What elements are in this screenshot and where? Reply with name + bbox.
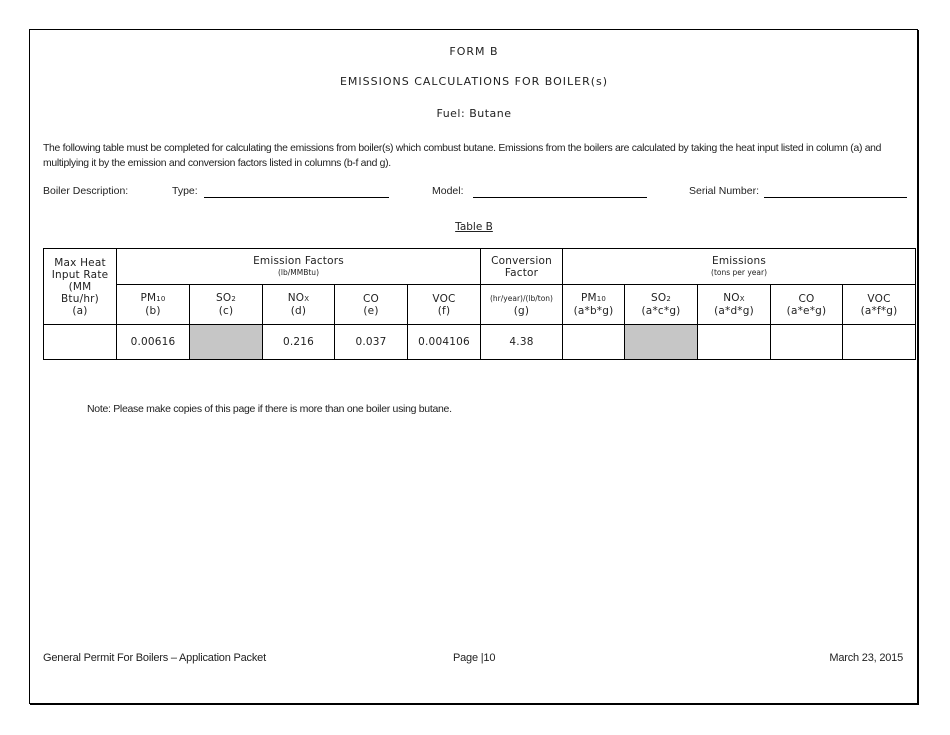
voc-factor-header: VOC (f) <box>408 285 481 325</box>
co-factor-value: 0.037 <box>335 325 408 360</box>
nox-factor-header: NOX (d) <box>263 285 335 325</box>
emissions-header: Emissions (tons per year) <box>563 249 916 285</box>
conversion-factor-header: Conversion Factor <box>481 249 563 285</box>
page-footer <box>43 652 903 666</box>
type-label: Type: <box>172 185 198 197</box>
page-border <box>29 29 918 704</box>
pm10-emission-header: PM10 (a*b*g) <box>563 285 625 325</box>
form-subtitle: EMISSIONS CALCULATIONS FOR BOILER(s) <box>339 75 609 88</box>
so2-factor-header: SO2 (c) <box>190 285 263 325</box>
voc-factor-value: 0.004106 <box>408 325 481 360</box>
footer-date: March 23, 2015 <box>829 652 903 664</box>
footer-document-title: General Permit For Boilers – Application Packet <box>43 652 266 664</box>
conversion-unit-header: (hr/year)/(lb/ton) (g) <box>481 285 563 325</box>
copy-note: Note: Please make copies of this page if there is more than one boiler using butane. <box>87 403 452 415</box>
voc-emission-cell[interactable] <box>843 325 916 360</box>
fuel-label: Fuel: Butane <box>436 107 512 120</box>
model-label: Model: <box>432 185 464 197</box>
model-field[interactable] <box>473 197 647 198</box>
co-emission-cell[interactable] <box>771 325 843 360</box>
emissions-table <box>43 248 916 360</box>
table-subheader-row <box>44 285 916 325</box>
type-field[interactable] <box>204 197 389 198</box>
nox-emission-header: NOX (a*d*g) <box>698 285 771 325</box>
nox-factor-value: 0.216 <box>263 325 335 360</box>
co-factor-header: CO (e) <box>335 285 408 325</box>
table-header-row <box>44 249 916 285</box>
co-emission-header: CO (a*e*g) <box>771 285 843 325</box>
footer-page-number: Page |10 <box>453 652 496 664</box>
so2-factor-value <box>190 325 263 360</box>
intro-paragraph: The following table must be completed for calculating the emissions from boiler(s) which combust butane. Emissions from the boilers are calculated by taking the heat input listed in column (a) and multiplying it by the emission and conversion factors listed in columns (b-f and g). <box>43 143 882 169</box>
pm10-emission-cell[interactable] <box>563 325 625 360</box>
form-title: FORM B <box>449 45 499 58</box>
boiler-description-row <box>43 185 913 201</box>
so2-emission-cell <box>625 325 698 360</box>
conversion-factor-value: 4.38 <box>481 325 563 360</box>
boiler-description-label: Boiler Description: <box>43 185 129 197</box>
serial-number-field[interactable] <box>764 197 907 198</box>
nox-emission-cell[interactable] <box>698 325 771 360</box>
pm10-factor-value: 0.00616 <box>117 325 190 360</box>
so2-emission-header: SO2 (a*c*g) <box>625 285 698 325</box>
pm10-factor-header: PM10 (b) <box>117 285 190 325</box>
table-row <box>44 325 916 360</box>
voc-emission-header: VOC (a*f*g) <box>843 285 916 325</box>
emission-factors-header: Emission Factors (lb/MMBtu) <box>117 249 481 285</box>
max-heat-input-cell[interactable] <box>44 325 117 360</box>
max-heat-header: Max Heat Input Rate (MM Btu/hr) (a) <box>44 249 117 325</box>
table-title: Table B <box>455 221 493 233</box>
serial-number-label: Serial Number: <box>689 185 760 197</box>
